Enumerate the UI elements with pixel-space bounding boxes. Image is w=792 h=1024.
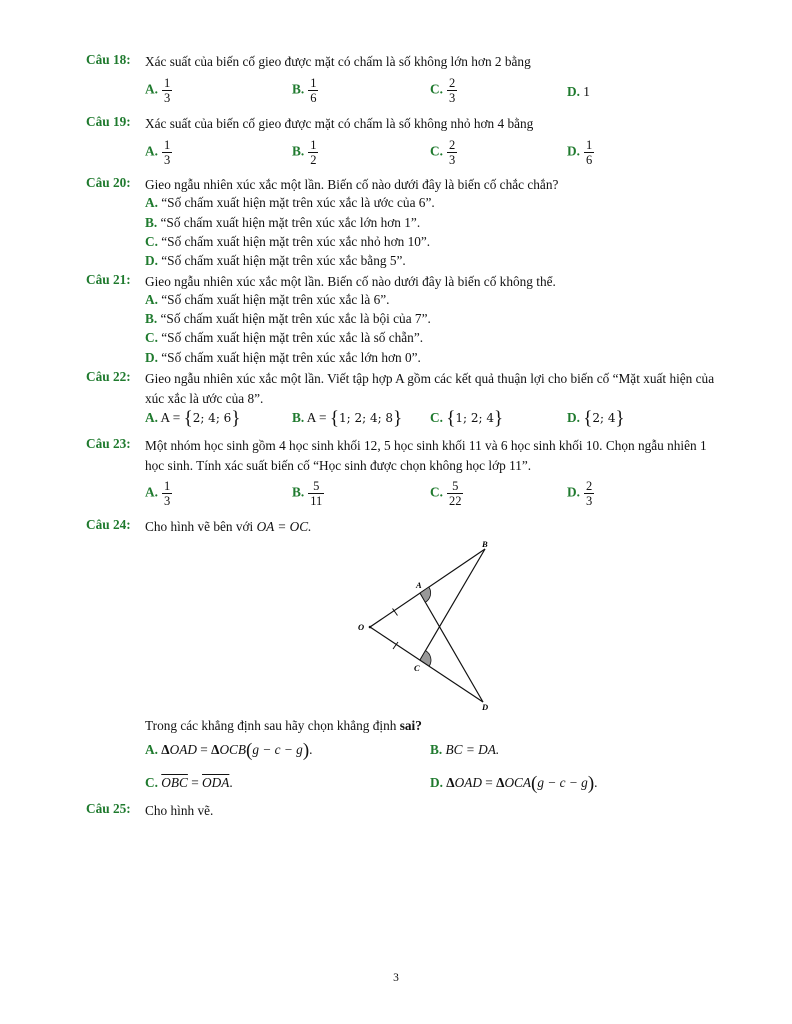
option-c[interactable]: C. $\overline{OBC} = \overline{ODA}$. — [145, 775, 233, 790]
question-text: Xác suất của biến cố gieo được mặt có chấm là số không lớn hơn 2 bằng — [145, 54, 531, 69]
option-b[interactable]: B. “Số chấm xuất hiện mặt trên xúc xắc lớn hơn 1”. — [145, 215, 421, 230]
option-b[interactable]: B. BC = DA. — [430, 742, 500, 757]
question-label: Câu 22: — [86, 369, 131, 384]
angle-mark-c — [420, 651, 431, 667]
option-a[interactable]: A. $\frac{1}{3}$ — [145, 479, 171, 508]
fraction: $\frac{1}{3}$ — [163, 479, 171, 508]
question-25 — [86, 801, 716, 821]
page-number: 3 — [393, 972, 399, 984]
segment-ad — [420, 593, 483, 702]
question-label: Câu 23: — [86, 436, 131, 451]
option-d[interactable]: D. {2; 4} — [567, 408, 625, 429]
option-a[interactable]: A. ΔOAD = ΔOCB(g − c − g). — [145, 740, 313, 761]
fraction: $\frac{2}{3}$ — [448, 138, 456, 167]
option-a[interactable]: A. “Số chấm xuất hiện mặt trên xúc xắc là 6”. — [145, 292, 390, 307]
question-text: Xác suất của biến cố gieo được mặt có chấm là số không nhỏ hơn 4 bằng — [145, 116, 534, 131]
option-a[interactable]: A. “Số chấm xuất hiện mặt trên xúc xắc là ước của 6”. — [145, 195, 435, 210]
option-c[interactable]: C. “Số chấm xuất hiện mặt trên xúc xắc là số chẵn”. — [145, 330, 424, 345]
option-a[interactable]: A. A = {2; 4; 6} — [145, 408, 241, 429]
option-d[interactable]: D. “Số chấm xuất hiện mặt trên xúc xắc bằng 5”. — [145, 253, 406, 268]
fraction: $\frac{1}{6}$ — [310, 76, 317, 105]
set-elements: 1; 2; 4 — [455, 411, 495, 425]
option-c[interactable]: C. $\frac{2}{3}$ — [430, 76, 456, 105]
geometry-figure — [350, 535, 500, 715]
option-d[interactable]: D. ΔOAD = ΔOCA(g − c − g). — [430, 773, 598, 794]
question-label: Câu 24: — [86, 517, 131, 532]
fraction: $\frac{5}{22}$ — [448, 479, 462, 508]
fraction: $\frac{1}{3}$ — [163, 138, 171, 167]
question-text: Gieo ngẫu nhiên xúc xắc một lần. Biến cố nào dưới đây là biến cố chắc chắn? — [145, 177, 559, 192]
label-c: C — [414, 663, 420, 673]
option-d[interactable]: D. 1 — [567, 84, 590, 99]
question-label: Câu 18: — [86, 52, 131, 67]
fraction: $\frac{1}{6}$ — [585, 138, 593, 167]
set-elements: 2; 4; 6 — [192, 411, 232, 425]
option-d[interactable]: D. $\frac{1}{6}$ — [567, 138, 593, 167]
question-label: Câu 21: — [86, 272, 131, 287]
question-18 — [86, 52, 716, 72]
fraction: $\frac{1}{2}$ — [310, 138, 317, 167]
option-b[interactable]: B. $\frac{1}{6}$ — [292, 76, 317, 105]
question-19 — [86, 114, 716, 134]
label-d: D — [482, 702, 489, 712]
fraction: $\frac{1}{3}$ — [163, 76, 171, 105]
segment-cb — [420, 549, 485, 660]
question-label: Câu 20: — [86, 175, 131, 190]
fraction: $\frac{2}{3}$ — [585, 479, 593, 508]
option-b[interactable]: B. $\frac{5}{11}$ — [292, 479, 323, 508]
option-a[interactable]: A. $\frac{1}{3}$ — [145, 138, 171, 167]
option-c[interactable]: C. {1; 2; 4} — [430, 408, 504, 429]
question-20 — [86, 175, 716, 195]
fraction: $\frac{2}{3}$ — [448, 76, 456, 105]
question-24 — [86, 517, 716, 537]
option-b[interactable]: B. A = {1; 2; 4; 8} — [292, 408, 403, 429]
arc-obc: $\overline{OBC}$ — [161, 775, 188, 790]
set-elements: 2; 4 — [592, 411, 616, 425]
question-text: Cho hình vẽ bên với OA = OC. — [145, 519, 312, 534]
label-o: O — [358, 622, 365, 632]
option-c[interactable]: C. $\frac{2}{3}$ — [430, 138, 456, 167]
question-label: Câu 19: — [86, 114, 131, 129]
question-23 — [86, 436, 716, 475]
label-a: A — [416, 580, 422, 590]
option-b[interactable]: B. “Số chấm xuất hiện mặt trên xúc xắc là bội của 7”. — [145, 311, 431, 326]
option-d[interactable]: D. $\frac{2}{3}$ — [567, 479, 593, 508]
option-a[interactable]: A. $\frac{1}{3}$ — [145, 76, 171, 105]
point-o — [369, 626, 372, 629]
question-label: Câu 25: — [86, 801, 131, 816]
fraction: $\frac{5}{11}$ — [310, 479, 323, 508]
question-24-prompt: Trong các khẳng định sau hãy chọn khẳng định sai? — [145, 718, 422, 733]
option-d[interactable]: D. “Số chấm xuất hiện mặt trên xúc xắc lớn hơn 0”. — [145, 350, 421, 365]
question-text: Gieo ngẫu nhiên xúc xắc một lần. Biến cố nào dưới đây là biến cố không thể. — [145, 274, 556, 289]
option-c[interactable]: C. “Số chấm xuất hiện mặt trên xúc xắc nhỏ hơn 10”. — [145, 234, 431, 249]
label-b: B — [482, 539, 488, 549]
question-text: Cho hình vẽ. — [145, 803, 214, 818]
option-value: 1 — [583, 84, 590, 99]
question-22 — [86, 369, 716, 408]
option-b[interactable]: B. $\frac{1}{2}$ — [292, 138, 317, 167]
arc-oda: $\overline{ODA}$ — [202, 775, 230, 790]
question-21 — [86, 272, 716, 292]
set-elements: 1; 2; 4; 8 — [338, 411, 394, 425]
question-text: Một nhóm học sinh gồm 4 học sinh khối 12, 5 học sinh khối 11 và 6 học sinh khối 10. Chọn ngẫu nhiên 1 học sinh. Tính xác suất biến cố “Học sinh được chọn không học lớp 11”. — [145, 438, 707, 473]
option-c[interactable]: C. $\frac{5}{22}$ — [430, 479, 462, 508]
condition: OA = OC. — [256, 519, 312, 534]
question-text: Gieo ngẫu nhiên xúc xắc một lần. Viết tập hợp A gồm các kết quả thuận lợi cho biến cố “Mặt xuất hiện của xúc xắc là ước của 8”. — [145, 371, 715, 406]
